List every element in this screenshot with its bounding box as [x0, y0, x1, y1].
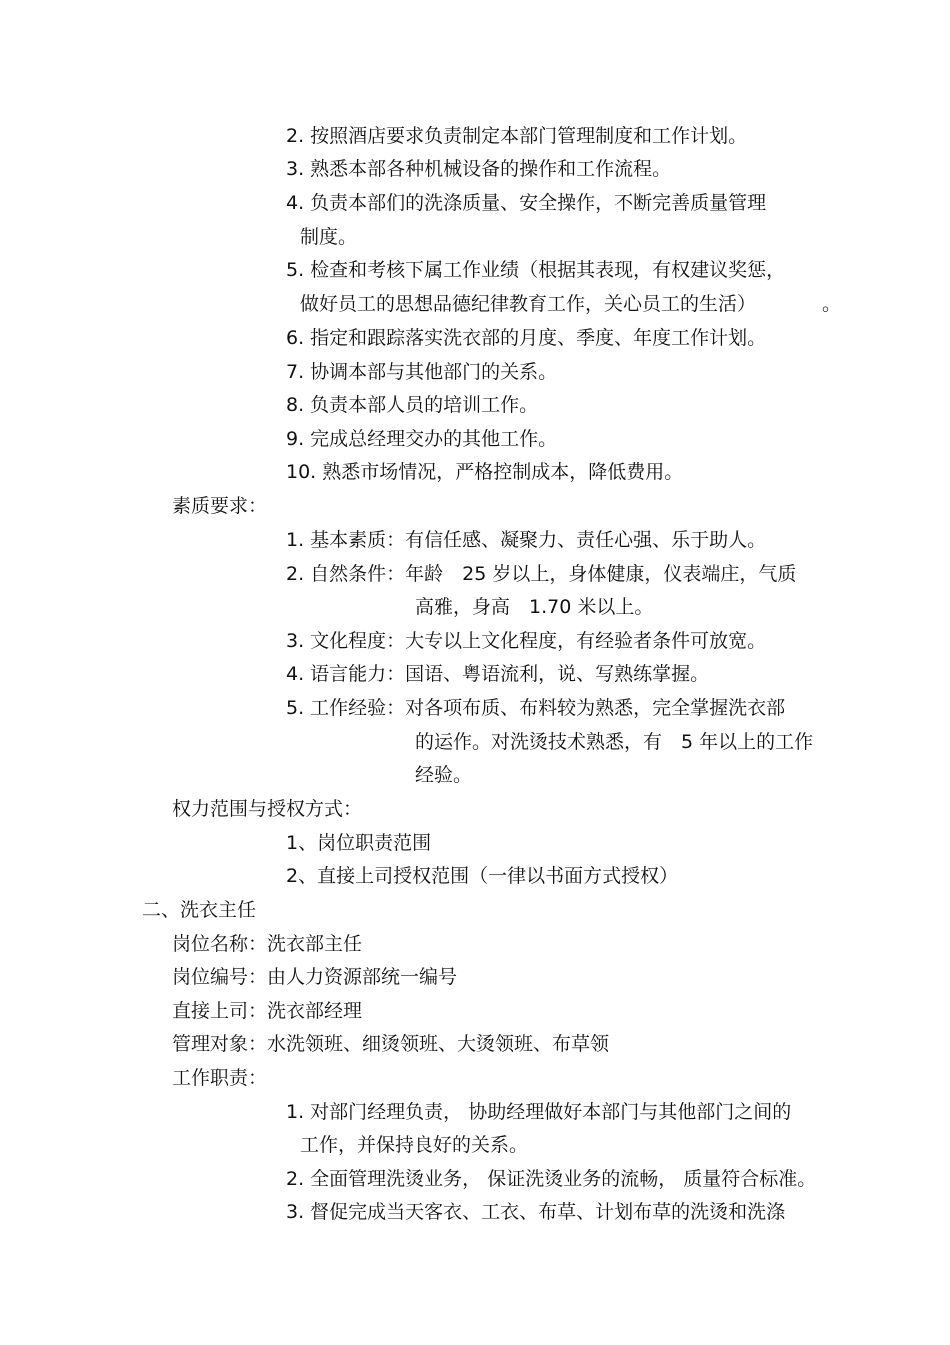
duty-item-9: 9. 完成总经理交办的其他工作。 — [286, 428, 558, 450]
field-position-name: 岗位名称：洗衣部主任 — [172, 933, 363, 955]
duty-item-5-period: 。 — [822, 293, 842, 315]
quality-item-4: 4. 语言能力：国语、粤语流利，说、写熟练掌握。 — [286, 663, 710, 685]
supervisor-duty-2: 2. 全面管理洗烫业务， 保证洗烫业务的流畅， 质量符合标准。 — [286, 1168, 817, 1190]
duty-item-5: 5. 检查和考核下属工作业绩（根据其表现，有权建议奖惩， — [286, 259, 786, 281]
field-direct-supervisor: 直接上司：洗衣部经理 — [172, 1000, 363, 1022]
authority-item-2: 2、直接上司授权范围（一律以书面方式授权） — [286, 865, 679, 887]
duty-item-2: 2. 按照酒店要求负责制定本部门管理制度和工作计划。 — [286, 125, 748, 147]
authority-heading: 权力范围与授权方式： — [172, 798, 363, 820]
duty-item-6: 6. 指定和跟踪落实洗衣部的月度、季度、年度工作计划。 — [286, 327, 767, 349]
field-position-code: 岗位编号：由人力资源部统一编号 — [172, 966, 458, 988]
duty-item-10: 10. 熟悉市场情况，严格控制成本，降低费用。 — [286, 461, 684, 483]
duty-item-8: 8. 负责本部人员的培训工作。 — [286, 394, 539, 416]
field-managed-staff: 管理对象：水洗领班、细烫领班、大烫领班、布草领 — [172, 1033, 610, 1055]
duty-item-5-cont: 做好员工的思想品德纪律教育工作，关心员工的生活） — [300, 293, 757, 315]
quality-item-5-cont2: 经验。 — [415, 764, 473, 786]
supervisor-duty-1-cont: 工作，并保持良好的关系。 — [300, 1134, 529, 1156]
section-title: 二、洗衣主任 — [142, 899, 257, 921]
field-duties-heading: 工作职责： — [172, 1067, 268, 1089]
duty-item-4-cont: 制度。 — [300, 226, 358, 248]
duty-item-7: 7. 协调本部与其他部门的关系。 — [286, 361, 558, 383]
quality-item-2: 2. 自然条件：年龄 25 岁以上，身体健康，仪表端庄，气质 — [286, 563, 797, 585]
quality-item-1: 1. 基本素质：有信任感、凝聚力、责任心强、乐于助人。 — [286, 529, 767, 551]
quality-item-5-cont: 的运作。对洗烫技术熟悉，有 5 年以上的工作 — [415, 731, 814, 753]
quality-item-2-cont: 高雅，身高 1.70 米以上。 — [415, 596, 654, 618]
duty-item-3: 3. 熟悉本部各种机械设备的操作和工作流程。 — [286, 158, 672, 180]
quality-item-3: 3. 文化程度：大专以上文化程度，有经验者条件可放宽。 — [286, 630, 767, 652]
duty-item-4: 4. 负责本部们的洗涤质量、安全操作，不断完善质量管理 — [286, 192, 767, 214]
quality-heading: 素质要求： — [172, 495, 268, 517]
quality-item-5: 5. 工作经验：对各项布质、布料较为熟悉，完全掌握洗衣部 — [286, 697, 786, 719]
authority-item-1: 1、岗位职责范围 — [286, 832, 432, 854]
supervisor-duty-1: 1. 对部门经理负责， 协助经理做好本部门与其他部门之间的 — [286, 1101, 792, 1123]
supervisor-duty-3: 3. 督促完成当天客衣、工衣、布草、计划布草的洗烫和洗涤 — [286, 1201, 786, 1223]
